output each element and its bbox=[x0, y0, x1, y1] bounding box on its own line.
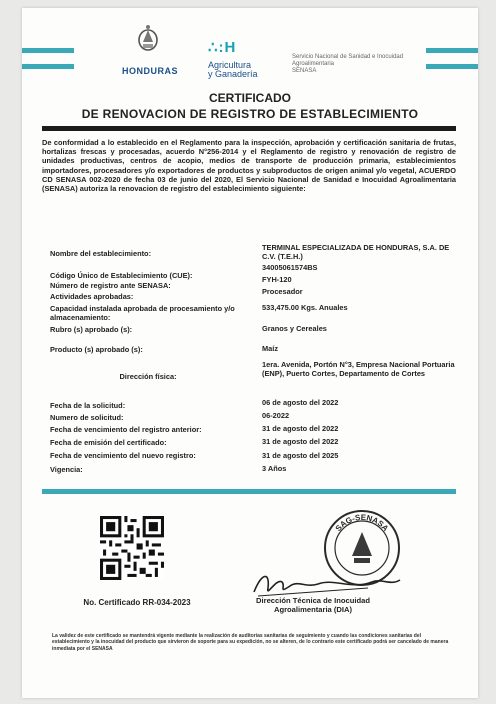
field-value-rubro: Granos y Cereales bbox=[262, 324, 327, 333]
field-label-vencimiento-nuevo: Fecha de vencimiento del nuevo registro: bbox=[50, 451, 196, 460]
field-label-vencimiento-anterior: Fecha de vencimiento del registro anterior: bbox=[50, 425, 202, 434]
director-title-line-2: Agroalimentaria (DIA) bbox=[273, 605, 353, 614]
field-label-registro: Número de registro ante SENASA: bbox=[50, 281, 171, 290]
field-value-vencimiento-nuevo: 31 de agosto del 2025 bbox=[262, 451, 339, 460]
field-label-emision: Fecha de emisión del certificado: bbox=[50, 438, 167, 447]
field-value-capacidad: 533,475.00 Kgs. Anuales bbox=[262, 303, 348, 312]
field-value-fecha-solicitud: 06 de agosto del 2022 bbox=[262, 398, 339, 407]
field-label-nombre: Nombre del establecimiento: bbox=[50, 249, 152, 258]
section-divider bbox=[42, 489, 456, 494]
field-value-cue: 34005061574BS bbox=[262, 263, 318, 272]
header-stripe-left-bottom bbox=[22, 64, 74, 69]
certificate-subtitle: DE RENOVACION DE REGISTRO DE ESTABLECIMIENTO bbox=[81, 107, 419, 121]
field-value-actividades: Procesador bbox=[262, 287, 303, 296]
letterhead bbox=[22, 8, 478, 88]
field-label-cue: Código Único de Establecimiento (CUE): bbox=[50, 271, 193, 280]
field-value-vigencia: 3 Años bbox=[262, 464, 287, 473]
sag-logo-name-line-1: Agricultura bbox=[208, 60, 252, 70]
certificate-title: CERTIFICADO bbox=[209, 91, 291, 105]
validity-footnote: La validez de este certificado se mantendrá vigente mediante la realización de auditorías sanitarias de seguimiento y cuando las condiciones sanitarias del establecimiento y la inocuidad del producto que sirvieron de soporte para su expedición, no se alteren, de lo contrario este certificado podrá ser cancelado de manera inmediata por el SENASA bbox=[52, 633, 449, 652]
header-stripe-left-top bbox=[22, 48, 74, 53]
sag-logo-name bbox=[208, 61, 258, 79]
field-label-numero-solicitud: Numero de solicitud: bbox=[50, 413, 124, 422]
header-stripe-right-top bbox=[426, 48, 478, 53]
senasa-line-2: Agroalimentaria bbox=[292, 61, 335, 67]
title-divider bbox=[42, 126, 456, 131]
honduras-coat-of-arms-icon bbox=[134, 24, 162, 54]
sag-logo-name-line-2: y Ganadería bbox=[208, 69, 258, 79]
field-value-direccion: 1era. Avenida, Portón N°3, Empresa Nacional Portuaria (ENP), Puerto Cortes, Departamento de Cortes bbox=[262, 360, 455, 378]
field-label-fecha-solicitud: Fecha de la solicitud: bbox=[50, 401, 126, 410]
qr-code-icon[interactable] bbox=[100, 516, 164, 580]
legal-preamble: De conformidad a lo establecido en el Reglamento para la inspección, aprobación y certificación sanitaria de frutas, hortalizas frescas y procesadas, acuerdo N°256-2014 y el Reglamento de registro y renovación de registro de unidades productivas, centros de acopio, medios de transporte de producción primaria, establecimientos importadores, procesadores y/o exportadores de productos y subproductos de origen animal y/o vegetal, ACUERDO CD SENASA 002-2020 de fecha 03 de junio del 2020, El Servicio Nacional de Sanidad e Inocuidad Agroalimentaria (SENASA) autoriza la renovacion de registro del establecimiento siguiente: bbox=[42, 138, 456, 194]
senasa-line-3: SENASA bbox=[292, 68, 317, 74]
sag-logo-mark: ∴:H bbox=[208, 39, 237, 56]
field-label-actividades: Actividades aprobadas: bbox=[50, 292, 134, 301]
field-value-emision: 31 de agosto del 2022 bbox=[262, 437, 339, 446]
field-label-rubro: Rubro (s) aprobado (s): bbox=[50, 325, 133, 334]
field-value-nombre: TERMINAL ESPECIALIZADA DE HONDURAS, S.A. DE C.V. (T.E.H.) bbox=[262, 243, 450, 261]
director-title bbox=[238, 596, 388, 614]
certificate-number: No. Certificado RR-034-2023 bbox=[83, 598, 191, 607]
field-value-registro: FYH-120 bbox=[262, 275, 292, 284]
field-label-producto: Producto (s) aprobado (s): bbox=[50, 345, 143, 354]
seal-text: SAG-SENASA bbox=[333, 512, 391, 534]
honduras-logo-text: HONDURAS bbox=[121, 66, 178, 76]
field-value-vencimiento-anterior: 31 de agosto del 2022 bbox=[262, 424, 339, 433]
field-label-direccion: Dirección física: bbox=[119, 372, 177, 381]
certificate-page bbox=[22, 8, 478, 698]
field-value-producto: Maíz bbox=[262, 344, 279, 353]
field-label-vigencia: Vigencia: bbox=[50, 465, 83, 474]
field-label-capacidad: Capacidad instalada aprobada de procesamiento y/o almacenamiento: bbox=[50, 304, 235, 322]
senasa-line-1: Servicio Nacional de Sanidad e Inocuidad bbox=[292, 54, 404, 60]
field-value-numero-solicitud: 06-2022 bbox=[262, 411, 290, 420]
director-title-line-1: Dirección Técnica de Inocuidad bbox=[256, 596, 370, 605]
senasa-logo-text bbox=[292, 54, 403, 75]
header-stripe-right-bottom bbox=[426, 64, 478, 69]
